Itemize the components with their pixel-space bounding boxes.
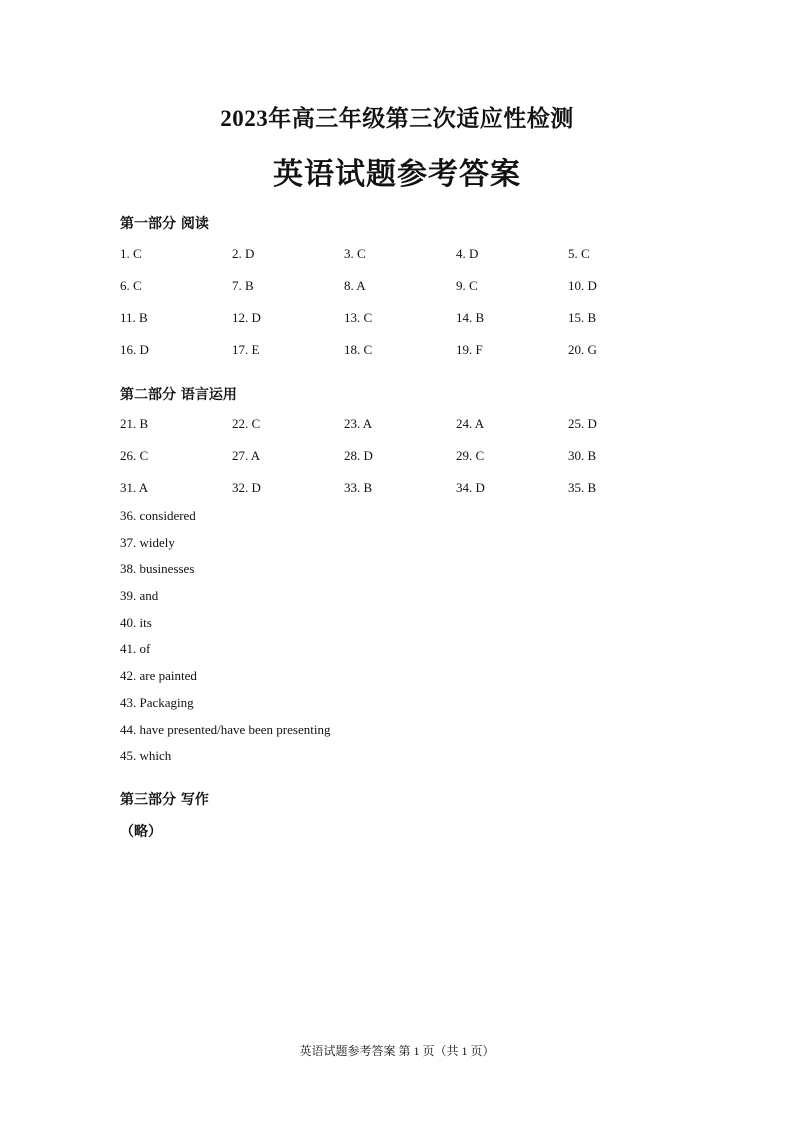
answer-key-title: 英语试题参考答案 (273, 158, 521, 191)
answer-cell: 31. A (120, 480, 149, 495)
answer-cell: 14. B (456, 310, 485, 325)
part2-title: 第二部分 语言运用 (120, 387, 237, 403)
answer-cell: 18. C (344, 342, 373, 357)
fill-in-answer-list (120, 508, 330, 775)
part1-title: 第一部分 阅读 (120, 216, 209, 232)
answer-cell: 13. C (344, 310, 373, 325)
answer-cell: 10. D (568, 278, 597, 293)
answer-row (120, 310, 680, 342)
answer-cell: 16. D (120, 342, 149, 357)
answer-cell: 33. B (344, 480, 373, 495)
answer-cell: 11. B (120, 310, 148, 325)
answer-cell: 21. B (120, 416, 149, 431)
part3-title: 第三部分 写作 (120, 792, 209, 808)
part3-note: （略） (120, 824, 162, 840)
answer-cell: 24. A (456, 416, 485, 431)
answer-cell: 7. B (232, 278, 254, 293)
answer-cell: 35. B (568, 480, 597, 495)
answer-cell: 29. C (456, 448, 485, 463)
answer-row (120, 448, 680, 480)
answer-cell: 23. A (344, 416, 373, 431)
part2-answer-grid (120, 416, 680, 512)
answer-cell: 19. F (456, 342, 483, 357)
answer-cell: 28. D (344, 448, 373, 463)
list-item: 39. and (120, 588, 159, 604)
page-footer: 英语试题参考答案 第 1 页（共 1 页） (299, 1044, 495, 1058)
list-item: 42. are painted (120, 668, 197, 684)
answer-cell: 32. D (232, 480, 261, 495)
answer-cell: 8. A (344, 278, 366, 293)
answer-row (120, 278, 680, 310)
list-item: 40. its (120, 614, 152, 630)
answer-cell: 34. D (456, 480, 485, 495)
answer-cell: 26. C (120, 448, 149, 463)
answer-cell: 4. D (456, 246, 479, 261)
list-item: 43. Packaging (120, 694, 194, 710)
list-item: 44. have presented/have been presenting (120, 721, 331, 737)
answer-row (120, 416, 680, 448)
answer-cell: 17. E (232, 342, 260, 357)
answer-cell: 30. B (568, 448, 597, 463)
list-item: 38. businesses (120, 561, 195, 577)
list-item: 36. considered (120, 508, 196, 523)
part1-answer-grid (120, 246, 680, 374)
answer-cell: 22. C (232, 416, 261, 431)
answer-cell: 6. C (120, 278, 142, 293)
answer-cell: 5. C (568, 246, 590, 261)
answer-cell: 2. D (232, 246, 255, 261)
answer-cell: 25. D (568, 416, 597, 431)
answer-cell: 1. C (120, 246, 142, 261)
answer-cell: 12. D (232, 310, 261, 325)
list-item: 45. which (120, 748, 172, 764)
list-item: 37. widely (120, 534, 175, 550)
answer-row (120, 246, 680, 278)
answer-row (120, 342, 680, 374)
answer-cell: 15. B (568, 310, 597, 325)
answer-cell: 20. G (568, 342, 597, 357)
exam-title: 2023年高三年级第三次适应性检测 (220, 106, 574, 131)
answer-cell: 3. C (344, 246, 366, 261)
answer-cell: 9. C (456, 278, 478, 293)
answer-cell: 27. A (232, 448, 261, 463)
list-item: 41. of (120, 641, 151, 657)
